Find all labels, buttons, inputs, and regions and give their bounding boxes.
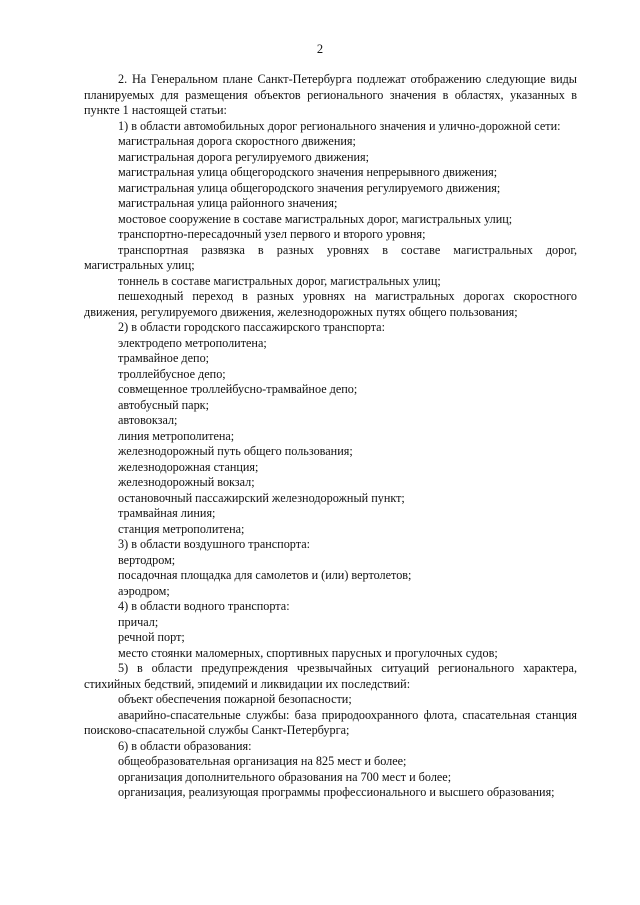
list-item: организация дополнительного образования на 700 мест и более; (118, 769, 452, 784)
list-item: мостовое сооружение в составе магистральных дорог, магистральных улиц; (118, 211, 513, 226)
paragraph: 2) в области городского пассажирского транспорта: (118, 320, 385, 334)
list-item: электродепо метрополитена; (118, 335, 267, 350)
document-body (84, 72, 577, 801)
list-item: причал; (118, 614, 159, 629)
paragraph: 4) в области водного транспорта: (118, 599, 290, 613)
list-item: место стоянки маломерных, спортивных парусных и прогулочных судов; (118, 645, 498, 660)
list-item: железнодорожный вокзал; (118, 475, 255, 489)
paragraph: 6) в области образования: (118, 738, 252, 753)
list-item: транспортно-пересадочный узел первого и второго уровня; (118, 227, 426, 241)
list-item: троллейбусное депо; (118, 366, 226, 381)
list-item: организация, реализующая программы профессионального и высшего образования; (118, 785, 555, 799)
paragraph: 1) в области автомобильных дорог регионального значения и улично-дорожной сети: (118, 118, 561, 133)
list-item: вертодром; (118, 552, 176, 567)
list-item: совмещенное троллейбусно-трамвайное депо; (118, 382, 358, 396)
list-item: объект обеспечения пожарной безопасности; (118, 692, 352, 706)
list-item: автовокзал; (118, 413, 178, 427)
list-item: магистральная улица общегородского значения непрерывного движения; (118, 165, 498, 179)
paragraph: 3) в области воздушного транспорта: (118, 537, 311, 551)
list-item: трамвайное депо; (118, 351, 210, 365)
list-item: железнодорожная станция; (118, 459, 259, 474)
list-item: посадочная площадка для самолетов и (или) вертолетов; (118, 568, 412, 582)
paragraph: 2. На Генеральном плане Санкт-Петербурга подлежат отображению следующие виды планируемых для размещения объектов регионального значения в областях, указанных в пункте 1 настоящей статьи: (84, 72, 577, 117)
list-item: общеобразовательная организация на 825 мест и более; (118, 754, 407, 768)
list-item: аэродром; (118, 583, 170, 598)
list-item: автобусный парк; (118, 397, 209, 412)
list-item: магистральная дорога регулируемого движения; (118, 149, 369, 164)
list-item: речной порт; (118, 630, 185, 644)
list-item: остановочный пассажирский железнодорожный пункт; (118, 490, 405, 505)
list-item: аварийно-спасательные службы: база природоохранного флота, спасательная станция поисково-спасательной службы Санкт-Петербурга; (84, 707, 577, 737)
list-item: трамвайная линия; (118, 506, 216, 520)
list-item: магистральная улица общегородского значения регулируемого движения; (118, 180, 501, 195)
list-item: линия метрополитена; (118, 428, 235, 443)
list-item: транспортная развязка в разных уровнях в составе магистральных дорог, магистральных улиц; (84, 242, 577, 272)
list-item: тоннель в составе магистральных дорог, магистральных улиц; (118, 273, 441, 288)
list-item: станция метрополитена; (118, 521, 245, 536)
list-item: магистральная дорога скоростного движения; (118, 134, 356, 148)
paragraph: 5) в области предупреждения чрезвычайных ситуаций регионального характера, стихийных бедствий, эпидемий и ликвидации их последствий: (84, 661, 577, 691)
list-item: железнодорожный путь общего пользования; (118, 444, 353, 458)
page-number: 2 (316, 42, 324, 56)
list-item: магистральная улица районного значения; (118, 196, 338, 210)
list-item: пешеходный переход в разных уровнях на магистральных дорогах скоростного движения, регулируемого движения, железнодорожных путях общего пользования; (84, 289, 577, 319)
